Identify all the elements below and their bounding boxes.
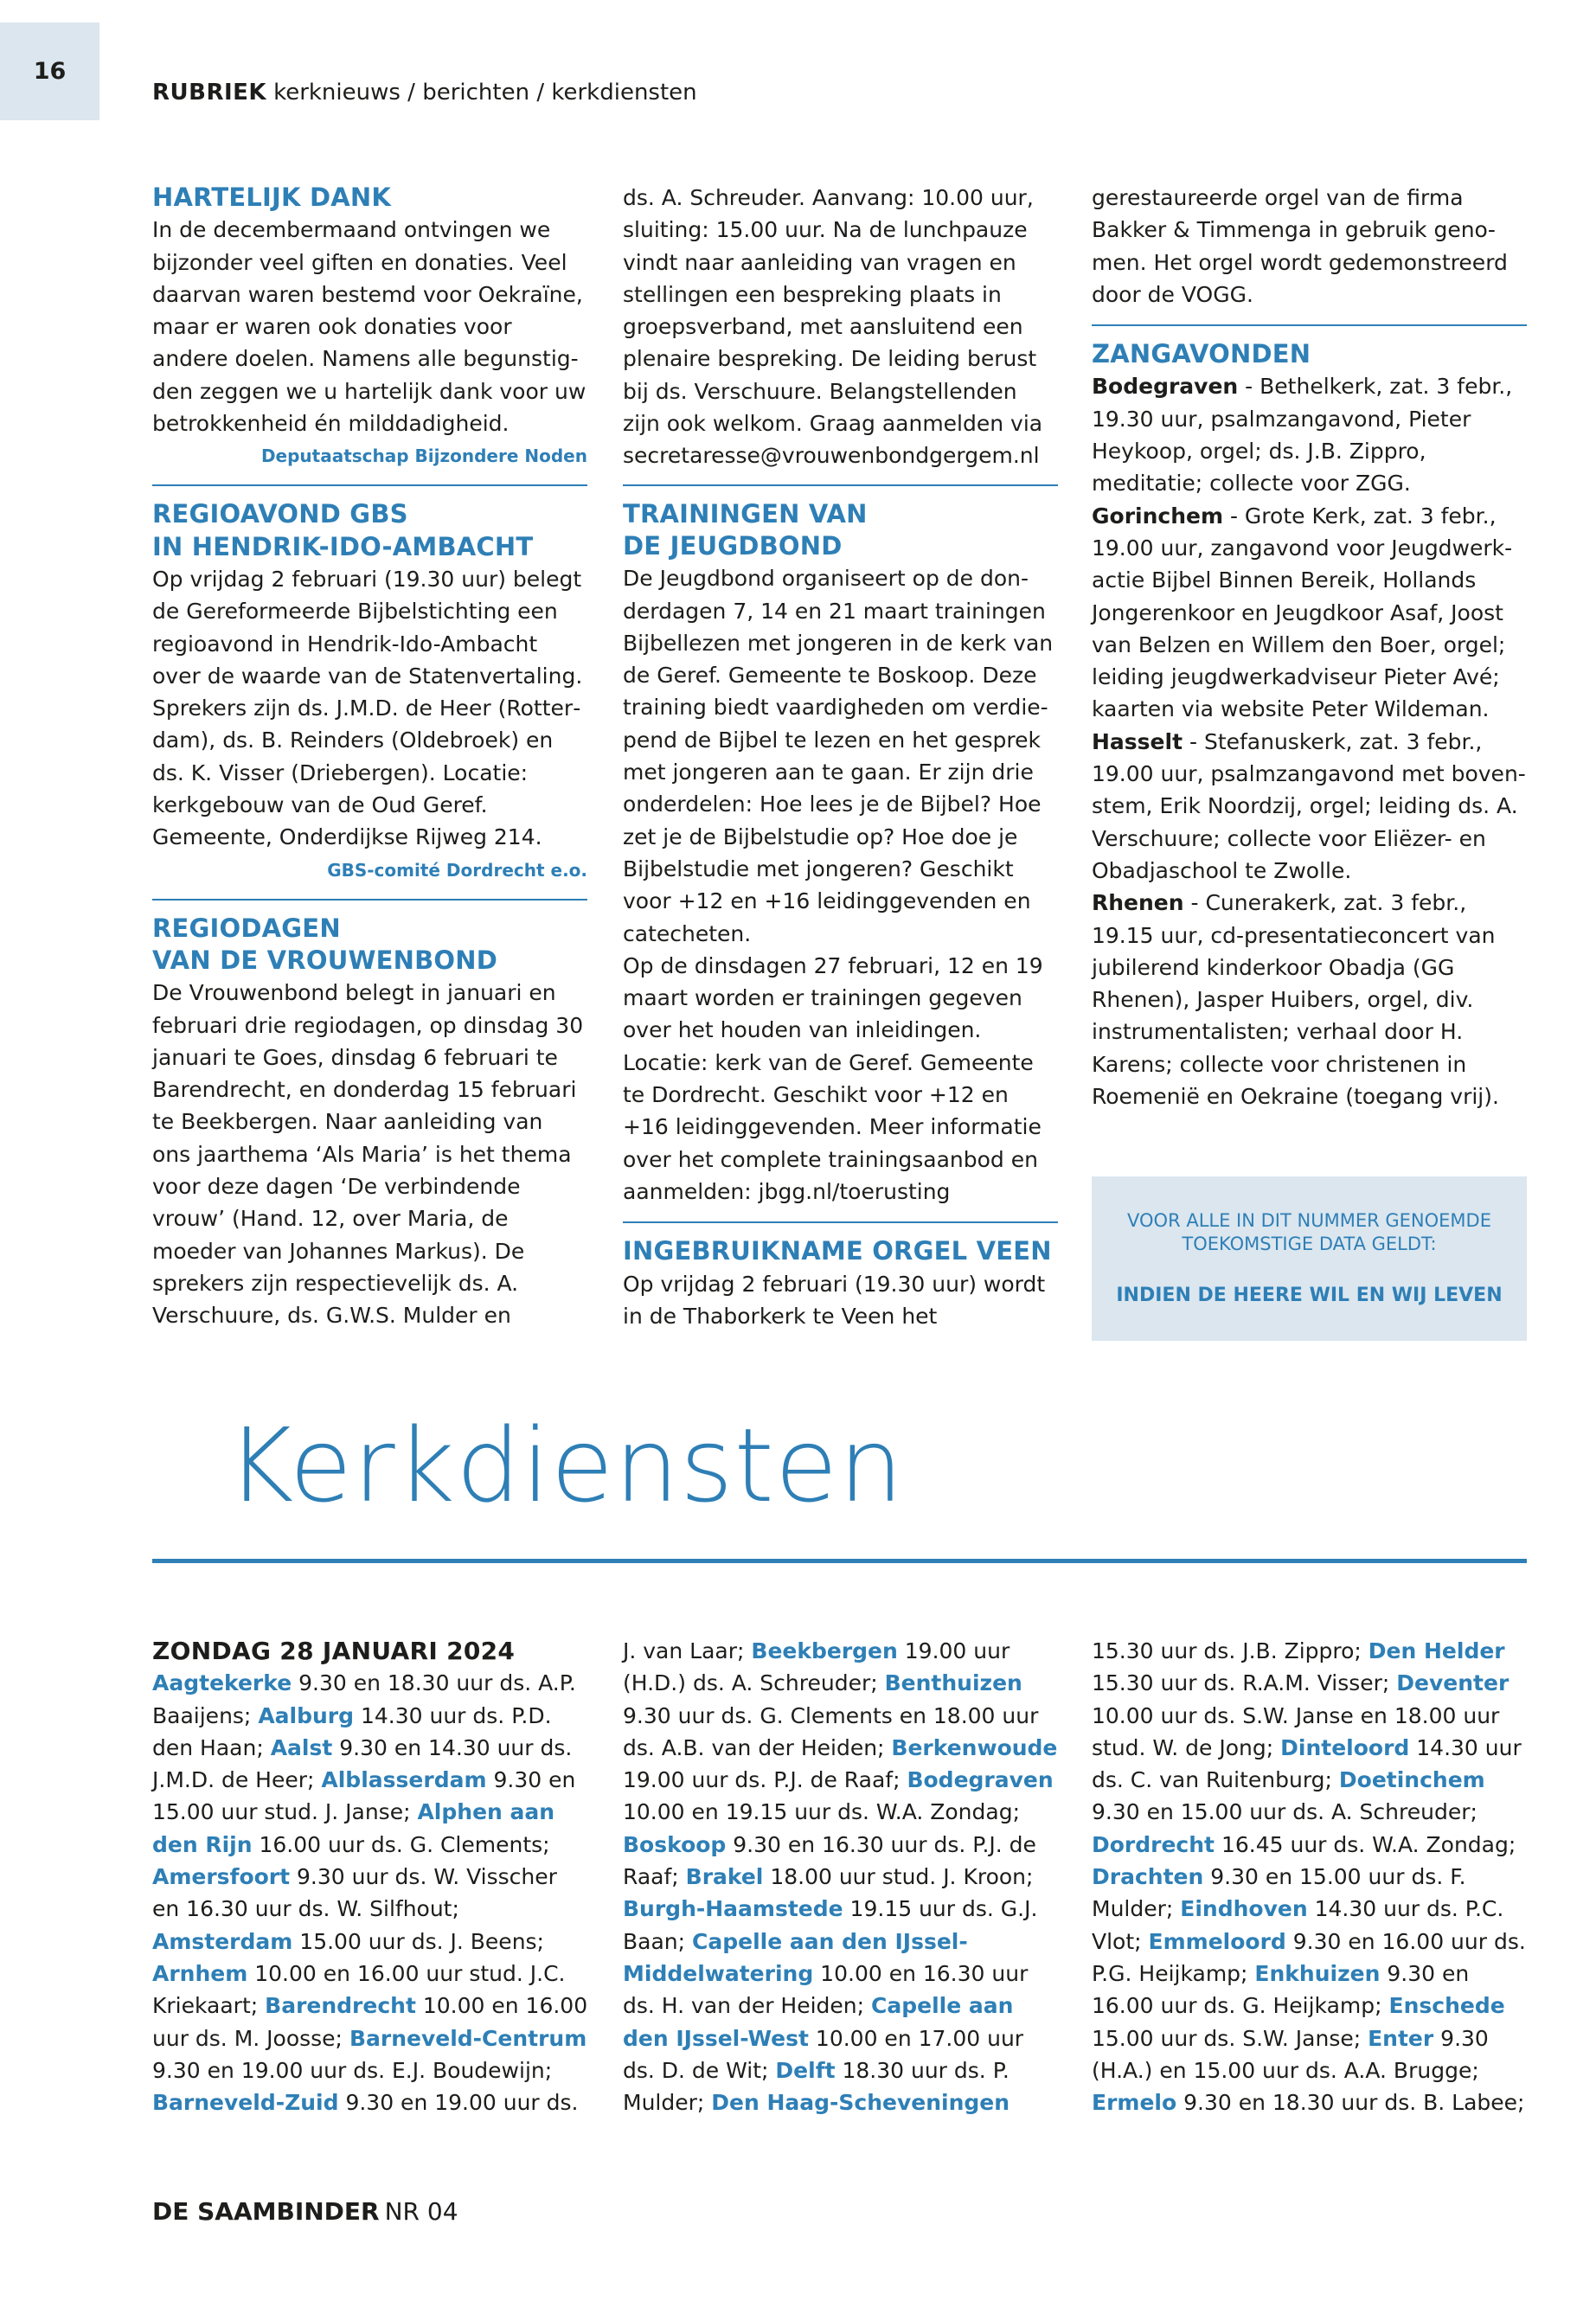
notice-line-2: TOEKOMSTIGE DATA GELDT: [1182, 1234, 1437, 1254]
service-place: Dordrecht [1092, 1831, 1215, 1857]
zangavond-item: Bodegraven - Bethelkerk, zat. 3 febr., 19.30 uur, psalmzangavond, Pieter Heykoop, orgel; ds. J.B. Zippro, meditatie; collecte voor ZGG. [1092, 374, 1513, 497]
zangavond-place: Bodegraven [1092, 374, 1239, 400]
section-body-orgel-veen: Op vrijdag 2 februari (19.30 uur) wordt in de Thaborkerk te Veen het [623, 1271, 1046, 1329]
news-column-3 [1092, 182, 1527, 1112]
section-title-regioavond-gbs-line1: REGIOAVOND GBS [152, 499, 408, 529]
notice-line-3: INDIEN DE HEERE WIL EN WIJ LEVEN [1116, 1285, 1503, 1306]
section-title-orgel-veen: INGEBRUIKNAME ORGEL VEEN [623, 1236, 1052, 1266]
service-text: 9.30 en 15.00 uur ds. F. Mulder; [1092, 1864, 1466, 1922]
service-text: J. van Laar; [623, 1638, 752, 1663]
service-text: 9.30 en 14.30 uur ds. J.M.D. de Heer; [152, 1734, 573, 1793]
service-text: 15.00 uur ds. S.W. Janse; [1092, 2025, 1368, 2051]
service-place: Bodegraven [907, 1767, 1054, 1793]
zangavond-place: Rhenen [1092, 890, 1184, 916]
page-footer [152, 2197, 458, 2226]
service-text: 14.30 uur ds. C. van Ruitenburg; [1092, 1734, 1522, 1793]
service-place: Aalburg [258, 1702, 355, 1728]
service-text: 10.00 en 16.00 uur stud. J.C. Kriekaart; [152, 1960, 566, 2019]
section-body-orgel-veen-continued: gerestaureerde orgel van de firma Bakker & Timmenga in gebruik genomen. Het orgel wordt gedemonstreerd door de VOGG. [1092, 185, 1508, 307]
services-date-heading: ZONDAG 28 JANUARI 2024 [152, 1637, 516, 1665]
notice-box [1092, 1176, 1527, 1341]
service-text: 10.00 en 16.00 uur ds. M. Joosse; [152, 1993, 588, 2051]
news-column-2 [623, 182, 1058, 1332]
service-place: Capelle aan den IJssel-Middelwatering [623, 1928, 968, 1986]
service-place: Den Helder [1368, 1638, 1505, 1663]
section-divider [152, 484, 587, 486]
service-place: Arnhem [152, 1960, 248, 1986]
service-text: 10.00 en 17.00 uur ds. D. de Wit; [623, 2025, 1024, 2083]
service-text: 16.00 uur ds. G. Clements; [252, 1831, 550, 1857]
section-body-hartelijk-dank: In de decembermaand ontvingen we bijzonder veel giften en donaties. Veel daarvan waren bestemd voor Oekraïne, maar er waren ook donaties voor andere doelen. Namens alle begunstigden zeggen we u hartelijk dank voor uw betrokkenheid én milddadigheid. [152, 217, 586, 437]
service-place: Doetinchem [1338, 1767, 1485, 1793]
service-place: Aagtekerke [152, 1670, 292, 1696]
zangavond-item: Rhenen - Cunerakerk, zat. 3 febr., 19.15 uur, cd-presentatieconcert van jubilerend kinderkoor Obadja (GG Rhenen), Jasper Huibers, orgel, div. instrumentalisten; verhaal door H. Karens; collecte voor christenen in Roemenië en Oekraine (toegang vrij). [1092, 890, 1499, 1110]
service-place: Barneveld-Zuid [152, 2090, 339, 2116]
section-title-regiodagen-line1: REGIODAGEN [152, 913, 341, 943]
service-text: 10.00 en 19.15 uur ds. W.A. Zondag; [623, 1799, 1021, 1825]
service-place: Alphen aan den Rijn [152, 1799, 555, 1857]
service-text: 9.30 (H.A.) en 15.00 uur ds. A.A. Brugge; [1092, 2025, 1489, 2083]
section-title-zangavonden: ZANGAVONDEN [1092, 339, 1311, 369]
service-text: 14.30 uur ds. P.C. Vlot; [1092, 1896, 1504, 1954]
service-text: 9.30 en 15.00 uur stud. J. Janse; [152, 1767, 576, 1825]
service-place: Brakel [685, 1864, 764, 1890]
section-divider [623, 1221, 1058, 1223]
service-text: 9.30 en 16.00 uur ds. P.G. Heijkamp; [1092, 1928, 1526, 1986]
section-body-trainingen-part2: Op de dinsdagen 27 februari, 12 en 19 maart worden er trainingen gegeven over het houden van inleidingen. Locatie: kerk van de Geref. Gemeente te Dordrecht. Geschikt voor +12 en +16 leidinggevenden. Meer informatie over het complete trainingsaanbod en aanmelden: jbgg.nl/toerusting [623, 952, 1043, 1204]
service-text: 14.30 uur ds. P.D. den Haan; [152, 1702, 552, 1760]
service-place: Delft [775, 2057, 836, 2083]
service-text: 15.30 uur ds. J.B. Zippro; [1092, 1638, 1368, 1663]
section-title-regiodagen-line2: VAN DE VROUWENBOND [152, 945, 498, 975]
service-place: Ermelo [1092, 2090, 1177, 2116]
zangavond-place: Hasselt [1092, 728, 1183, 754]
service-place: Beekbergen [751, 1638, 898, 1663]
service-text: 9.30 en 18.30 uur ds. A.P. Baaijens; [152, 1670, 576, 1728]
service-place: Burgh-Haamstede [623, 1896, 843, 1922]
service-place: Den Haag-Scheveningen [711, 2090, 1010, 2116]
kerkdiensten-divider [152, 1559, 1527, 1563]
service-text: 19.00 uur ds. P.J. de Raaf; [623, 1767, 907, 1793]
magazine-name: DE SAAMBINDER [152, 2197, 380, 2226]
service-text: 10.00 en 16.30 uur ds. H. van der Heiden; [623, 1960, 1029, 2019]
section-divider [623, 484, 1058, 486]
service-place: Dinteloord [1280, 1734, 1410, 1760]
services-list-3 [1092, 1635, 1529, 2118]
section-body-regioavond-gbs: Op vrijdag 2 februari (19.30 uur) belegt de Gereformeerde Bijbelstichting een regioavond in Hendrik-Ido-Ambacht over de waarde van de Statenvertaling. Sprekers zijn ds. J.M.D. de Heer (Rotterdam), ds. B. Reinders (Oldebroek) en ds. K. Visser (Driebergen). Locatie: kerkgebouw van de Oud Geref. Gemeente, Onderdijkse Rijweg 214. [152, 566, 583, 850]
service-place: Alblasserdam [321, 1767, 487, 1793]
service-text: 19.15 uur ds. G.J. Baan; [623, 1896, 1038, 1954]
services-list-1 [152, 1667, 589, 2118]
service-text: 16.45 uur ds. W.A. Zondag; [1215, 1831, 1516, 1857]
service-place: Deventer [1396, 1670, 1509, 1696]
service-place: Enschede [1388, 1993, 1505, 2019]
service-place: Berkenwoude [891, 1734, 1058, 1760]
section-title-trainingen-line2: DE JEUGDBOND [623, 530, 843, 561]
services-column-3 [1092, 1635, 1529, 2118]
service-text: 18.30 uur ds. P. Mulder; [623, 2057, 1010, 2116]
service-text: 9.30 en 19.00 uur ds. E.J. Boudewijn; [152, 2057, 553, 2083]
service-text: 9.30 en 16.30 uur ds. P.J. de Raaf; [623, 1831, 1036, 1890]
section-title-regioavond-gbs-line2: IN HENDRIK-IDO-AMBACHT [152, 531, 534, 561]
services-list-2 [623, 1635, 1060, 2118]
rubric-header [152, 80, 697, 106]
rubric-label: RUBRIEK [152, 80, 267, 106]
service-place: Drachten [1092, 1864, 1204, 1890]
section-title-hartelijk-dank: HARTELIJK DANK [152, 183, 392, 212]
services-column-2 [623, 1635, 1060, 2118]
section-divider [1092, 324, 1527, 326]
service-place: Aalst [270, 1734, 333, 1760]
issue-number: NR 04 [384, 2197, 458, 2226]
service-place: Capelle aan den IJssel-West [623, 1993, 1014, 2051]
service-place: Enter [1368, 2025, 1434, 2051]
service-text: 9.30 en 15.00 uur ds. A. Schreuder; [1092, 1799, 1477, 1825]
service-text: 9.30 uur ds. G. Clements en 18.00 uur ds. A.B. van der Heiden; [623, 1702, 1039, 1760]
service-place: Barendrecht [265, 1993, 416, 2019]
service-text: 9.30 en 19.00 uur ds. [338, 2090, 579, 2116]
zangavond-item: Hasselt - Stefanuskerk, zat. 3 febr., 19.00 uur, psalmzangavond met bovenstem, Erik Noordzij, orgel; leiding ds. A. Verschuure; collecte voor Eliëzer- en Obadjaschool te Zwolle. [1092, 728, 1526, 883]
section-body-regiodagen: De Vrouwenbond belegt in januari en februari drie regiodagen, op dinsdag 30 januari te Goes, dinsdag 6 februari te Barendrecht, en donderdag 15 februari te Beekbergen. Naar aanleiding van ons jaarthema ‘Als Maria’ is het thema voor deze dagen ‘De verbindende vrouw’ (Hand. 12, over Maria, de moeder van Johannes Markus). De sprekers zijn respectievelijk ds. A. Verschuure, ds. G.W.S. Mulder en [152, 980, 584, 1329]
service-place: Benthuizen [884, 1670, 1022, 1696]
service-text: 9.30 en 16.00 uur ds. G. Heijkamp; [1092, 1960, 1470, 2019]
service-place: Enkhuizen [1254, 1960, 1381, 1986]
service-place: Emmeloord [1148, 1928, 1286, 1954]
news-column-1 [152, 182, 587, 1332]
service-place: Eindhoven [1180, 1896, 1308, 1922]
rubric-path: kerknieuws / berichten / kerkdiensten [273, 80, 697, 106]
service-place: Amersfoort [152, 1864, 291, 1890]
service-text: 15.00 uur ds. J. Beens; [292, 1928, 544, 1954]
section-divider [152, 899, 587, 901]
service-text: 9.30 uur ds. W. Visscher en 16.30 uur ds. W. Silfhout; [152, 1864, 557, 1922]
section-signature-gbs-comite: GBS-comité Dordrecht e.o. [327, 859, 587, 881]
service-place: Amsterdam [152, 1928, 293, 1954]
section-body-regiodagen-continued: ds. A. Schreuder. Aanvang: 10.00 uur, sluiting: 15.00 uur. Na de lunchpauze vindt naar aanleiding van vragen en stellingen een bespreking plaats in groepsverband, met aansluitend een plenaire bespreking. De leiding berust bij ds. Verschuure. Belangstellenden zijn ook welkom. Graag aanmelden via secretaresse@vrouwenbondgergem.nl [623, 185, 1043, 469]
service-text: 9.30 en 18.30 uur ds. B. Labee; [1176, 2090, 1525, 2116]
service-text: 19.00 uur (H.D.) ds. A. Schreuder; [623, 1638, 1010, 1696]
zangavond-item: Gorinchem - Grote Kerk, zat. 3 febr., 19.00 uur, zangavond voor Jeugdwerkactie Bijbel Binnen Bereik, Hollands Jongerenkoor en Jeugdkoor Asaf, Joost van Belzen en Willem den Boer, orgel; leiding jeugdwerkadviseur Pieter Avé; kaarten via website Peter Wildeman. [1092, 503, 1513, 722]
service-place: Barneveld-Centrum [349, 2025, 587, 2051]
section-body-trainingen-part1: De Jeugdbond organiseert op de donderdagen 7, 14 en 21 maart trainingen Bijbellezen met jongeren in de kerk van de Geref. Gemeente te Boskoop. Deze training biedt vaardigheden om verdiepend de Bijbel te lezen en het gesprek met jongeren aan te gaan. Er zijn drie onderdelen: Hoe lees je de Bijbel? Hoe zet je de Bijbelstudie op? Hoe doe je Bijbelstudie met jongeren? Geschikt voor +12 en +16 leidinggevenden en catecheten. [623, 566, 1054, 946]
service-place: Boskoop [623, 1831, 727, 1857]
notice-line-1: VOOR ALLE IN DIT NUMMER GENOEMDE [1127, 1210, 1491, 1231]
zangavond-place: Gorinchem [1092, 503, 1224, 529]
service-text: 15.30 uur ds. R.A.M. Visser; [1092, 1670, 1397, 1696]
section-signature-deputaatschap: Deputaatschap Bijzondere Noden [260, 445, 587, 467]
services-column-1 [152, 1635, 589, 2118]
service-text: 18.00 uur stud. J. Kroon; [763, 1864, 1034, 1890]
section-title-trainingen-line1: TRAININGEN VAN [623, 498, 868, 529]
kerkdiensten-title: Kerkdiensten [227, 1406, 905, 1525]
page-number: 16 [33, 58, 67, 85]
service-text: 10.00 uur ds. S.W. Janse en 18.00 uur stud. W. de Jong; [1092, 1702, 1500, 1760]
